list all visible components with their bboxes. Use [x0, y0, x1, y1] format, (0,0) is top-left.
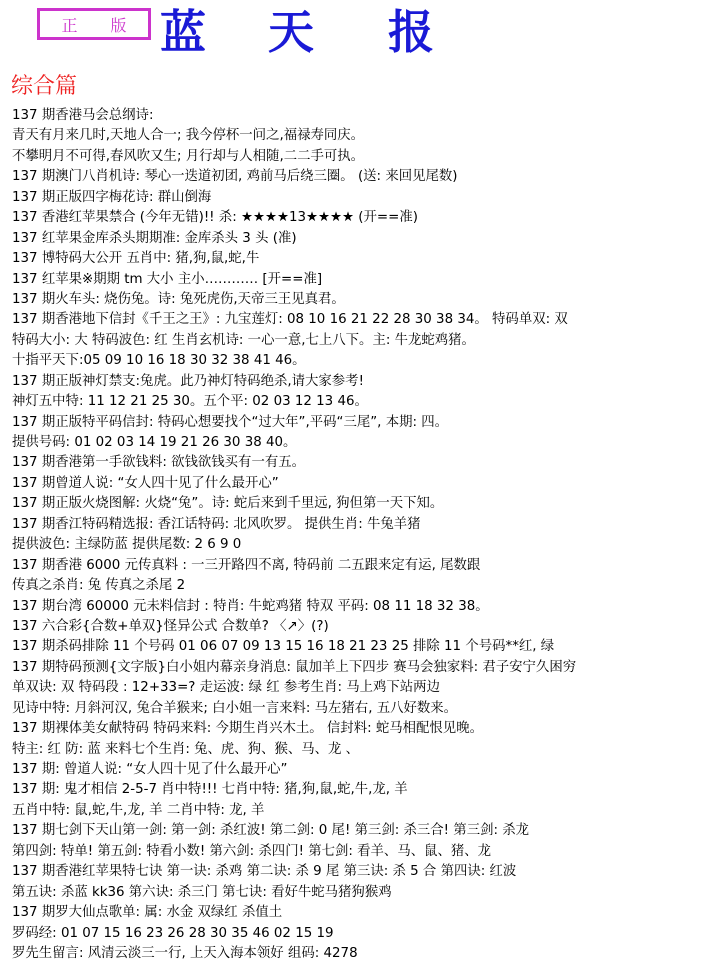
text-line: 第四剑: 特单! 第五剑: 特看小数! 第六剑: 杀四门! 第七剑: 看羊、马、鼠、猪、龙 — [12, 843, 492, 859]
text-line: 见诗中特: 月斜河汉, 兔合羊猴来; 白小姐一言来料: 马左猪右, 五八好数来。 — [12, 700, 458, 716]
masthead-title — [160, 2, 458, 62]
text-line: 137 期正版火烧图解: 火烧“兔”。诗: 蛇后来到千里远, 狗但第一天下知。 — [12, 496, 444, 512]
text-line: 青天有月来几时,天地人合一; 我今停杯一问之,福禄寿同庆。 — [12, 128, 365, 144]
text-line: 传真之杀肖: 兔 传真之杀尾 2 — [12, 578, 186, 594]
text-line: 单双诀: 双 特码段 : 12+33=? 走运波: 绿 红 参考生肖: 马上鸡下站两边 — [12, 680, 440, 696]
text-line: 137 期正版四字梅花诗: 群山倒海 — [12, 189, 212, 205]
masthead-char-3: 报 — [388, 5, 434, 59]
text-line: 137 期: 曾道人说: “女人四十见了什么最开心” — [12, 762, 288, 777]
text-line: 137 期火车头: 烧伤兔。诗: 兔死虎伤,天帝三王见真君。 — [12, 291, 345, 307]
text-line: 137 红苹果金库杀头期期准: 金库杀头 3 头 (准) — [12, 230, 297, 246]
text-line: 137 期裸体美女献特码 特码来料: 今期生肖兴木土。 信封料: 蛇马相配恨见晚。 — [12, 721, 483, 737]
section-title: 综合篇 — [11, 74, 78, 99]
genuine-edition-badge — [37, 8, 151, 40]
text-line: 137 期: 鬼才相信 2-5-7 肖中特!!! 七肖中特: 猪,狗,鼠,蛇,牛,龙, 羊 — [12, 782, 408, 798]
text-line: 罗码经: 01 07 15 16 23 26 28 30 35 46 02 15 19 — [12, 925, 334, 941]
text-line: 137 期罗大仙点歌单: 属: 水金 双绿红 杀值土 — [12, 905, 283, 921]
text-line: 不攀明月不可得,春风吹又生; 月行却与人相随,二二手可执。 — [12, 148, 365, 164]
text-line: 第五诀: 杀蓝 kk36 第六诀: 杀三门 第七诀: 看好牛蛇马猪狗猴鸡 — [12, 884, 392, 900]
masthead-char-1: 蓝 — [160, 5, 206, 59]
text-line: 137 期曾道人说: “女人四十见了什么最开心” — [12, 475, 279, 491]
text-line: 137 期台湾 60000 元未料信封 : 特肖: 牛蛇鸡猪 特双 平码: 08 11 18 32 38。 — [12, 598, 489, 614]
text-line: 特主: 红 防: 蓝 来料七个生肖: 兔、虎、狗、猴、马、龙 、 — [12, 741, 360, 757]
text-line: 137 香港红苹果禁合 (今年无错)!! 杀: ★★★★13★★★★ (开==准) — [12, 210, 418, 226]
page-header — [0, 0, 713, 68]
text-line: 137 期澳门八肖机诗: 琴心一迭道初团, 鸡前马后绕三圈。 (送: 来回见尾数) — [12, 169, 458, 185]
text-line: 137 期香港红苹果特七诀 第一诀: 杀鸡 第二诀: 杀 9 尾 第三诀: 杀 5 合 第四诀: 红波 — [12, 864, 517, 880]
text-line: 提供波色: 主绿防蓝 提供尾数: 2 6 9 0 — [12, 537, 242, 553]
text-line: 137 红苹果※期期 tm 大小 主小………… [开==准] — [12, 271, 323, 287]
text-line: 神灯五中特: 11 12 21 25 30。五个平: 02 03 12 13 46。 — [12, 394, 368, 410]
text-line: 137 期杀码排除 11 个号码 01 06 07 09 13 15 16 18 21 23 25 排除 11 个号码**红, 绿 — [12, 639, 555, 655]
text-line: 特码大小: 大 特码波色: 红 生肖玄机诗: 一心一意,七上八下。主: 牛龙蛇鸡猪。 — [12, 332, 475, 348]
article-body — [12, 106, 712, 964]
text-line: 罗先生留言: 风清云淡三一行, 上天入海本领好 组码: 4278 — [12, 945, 358, 961]
masthead-char-2: 天 — [268, 5, 314, 59]
text-line: 137 期香港地下信封《千王之王》: 九宝莲灯: 08 10 16 21 22 28 30 38 34。 特码单双: 双 — [12, 312, 568, 328]
text-line: 137 期特码预测{文字版}白小姐内幕亲身消息: 鼠加羊上下四步 赛马会独家料: 君子安宁久困穷 — [12, 659, 577, 675]
text-line: 137 博特码大公开 五肖中: 猪,狗,鼠,蛇,牛 — [12, 251, 260, 267]
text-line: 十指平天下:05 09 10 16 18 30 32 38 41 46。 — [12, 353, 306, 369]
text-line: 137 期香港 6000 元传真料 : 一三开路四不离, 特码前 二五跟来定有运, 尾数跟 — [12, 557, 481, 573]
text-line: 137 期正版特平码信封: 特码心想要找个“过大年”,平码“三尾”, 本期: 四。 — [12, 414, 449, 430]
text-line: 137 期香江特码精选报: 香江话特码: 北风吹罗。 提供生肖: 牛兔羊猪 — [12, 516, 421, 532]
text-line: 137 期正版神灯禁支:兔虎。此乃神灯特码绝杀,请大家参考! — [12, 373, 364, 389]
text-line: 提供号码: 01 02 03 14 19 21 26 30 38 40。 — [12, 435, 297, 450]
text-line: 五肖中特: 鼠,蛇,牛,龙, 羊 二肖中特: 龙, 羊 — [12, 802, 265, 818]
text-line: 137 六合彩{合数+单双}怪异公式 合数单? 〈↗〉(?) — [12, 618, 329, 634]
text-line: 137 期香港第一手欲钱料: 欲钱欲钱买有一有五。 — [12, 455, 306, 471]
text-line: 137 期香港马会总纲诗: — [12, 108, 154, 123]
badge-label: 正 版 — [61, 15, 141, 35]
text-line: 137 期七剑下天山第一剑: 第一剑: 杀红波! 第二剑: 0 尾! 第三剑: 杀三合! 第三剑: 杀龙 — [12, 823, 530, 839]
